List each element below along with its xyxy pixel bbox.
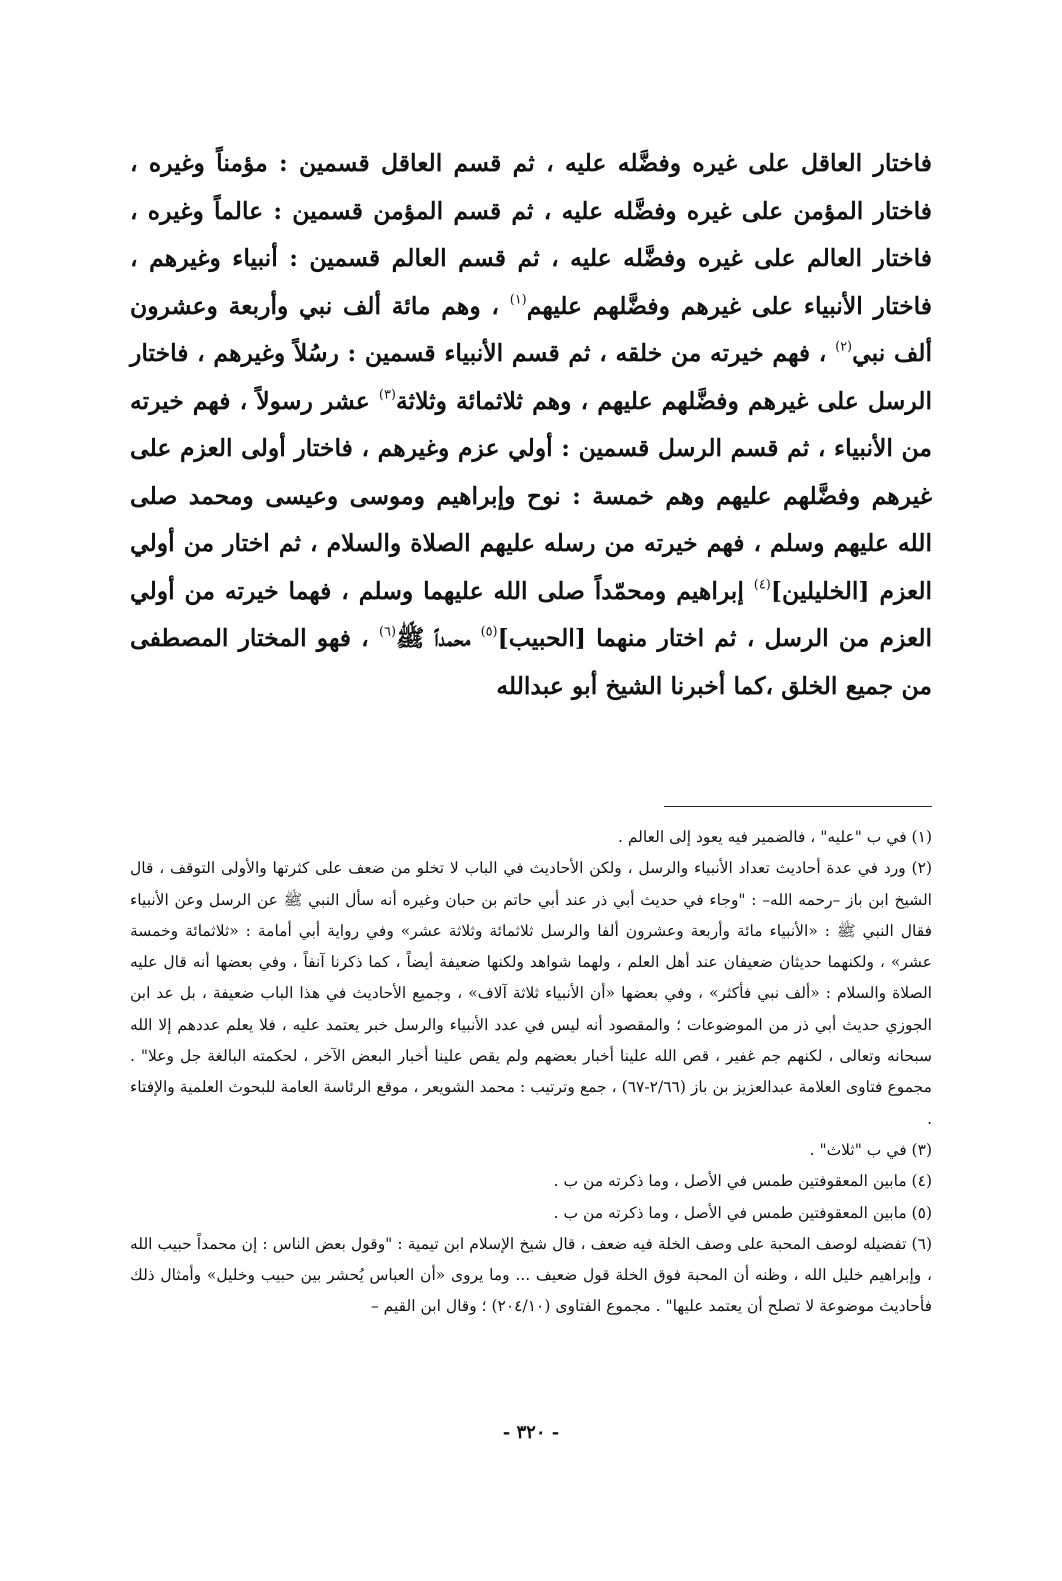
footnote-marker-4: (٤)	[753, 577, 771, 593]
footnote-6: (٦) تفضيله لوصف المحبة على وصف الخلة فيه ضعف ، قال شيخ الإسلام ابن تيمية : "وقول بعض الناس : إن محمداً حبيب الله ، وإبراهيم خليل الله ، وظنه أن المحبة فوق الخلة قول ضعيف ... وما يروى «أن العباس يُحشر بين حبيب وخليل» وأمثال ذلك فأحاديث موضوعة لا تصلح أن يعتمد عليها" . مجموع الفتاوى (٢٠٤/١٠) ؛ وقال ابن القيم –	[130, 1234, 932, 1316]
footnote-1: (١) في ب "عليه" ، فالضمير فيه يعود إلى العالم .	[618, 828, 932, 846]
main-text-segment: فاختار العاقل على غيره وفضَّله عليه ، ثم قسم العاقل قسمين : مؤمناً وغيره ، فاختار المؤمن على غيره وفضَّله عليه ، ثم قسم المؤمن قسمين : عالماً وغيره ، فاختار العالم على غيره وفضَّله عليه ، ثم قسم العالم قسمين : أنبياء وغيرهم ، فاختار الأنبياء على غيرهم وفضَّلهم عليهم	[130, 149, 933, 320]
main-text-segment: ، فهو المختار المصطفى من جميع الخلق ،كما أخبرنا الشيخ أبو عبدالله	[130, 624, 932, 700]
footnote-marker-3: (٣)	[378, 387, 396, 403]
footnotes	[130, 822, 932, 1323]
footnote-5: (٥) مابين المعقوفتين طمس في الأصل ، وما ذكرته من ب .	[553, 1203, 932, 1222]
footnote-marker-1: (١)	[509, 292, 527, 308]
book-page	[130, 140, 932, 1581]
main-text-segment: إبراهيم ومحمّداً صلى الله عليهما وسلم ، فهما خيرته من أولي العزم من الرسل ، ثم اختار منهما [الحبيب]	[130, 576, 933, 652]
footnote-4: (٤) مابين المعقوفتين طمس في الأصل ، وما ذكرته من ب .	[553, 1172, 932, 1191]
footnote-separator	[664, 806, 932, 807]
main-text-segment: ، وهم مائة ألف نبي وأربعة وعشرون ألف نبي	[130, 291, 932, 367]
footnote-2: (٢) ورد في عدة أحاديث تعداد الأنبياء والرسل ، ولكن الأحاديث في الباب لا تخلو من ضعف على كثرتها والأولى التوقف ، قال الشيخ ابن باز –رحمه الله– : "وجاء في حديث أبي ذر عند أبي حاتم بن حبان وغيره أنه سأل النبي ﷺ عن الرسل وعن الأنبياء فقال النبي ﷺ : «الأنبياء مائة وأربعة وعشرون ألفا والرسل ثلاثمائة وثلاثة عشر» وفي رواية أبي أمامة : «ثلاثمائة وخمسة عشر» ، ولكنهما حديثان ضعيفان عند أهل العلم ، ولهما شواهد ولكنها ضعيفة أيضاً ، كما ذكرنا آنفاً ، وفي بعضها أنه قال عليه الصلاة والسلام : «ألف نبي فأكثر» ، وفي بعضها «أن الأنبياء ثلاثة آلاف» ، وجميع الأحاديث في هذا الباب ضعيفة ، بل عد ابن الجوزي حديث أبي ذر من الموضوعات ؛ والمقصود أنه ليس في عدد الأنبياء والرسل خبر يعتمد عليه ، فلا يعلم عددهم إلا الله سبحانه وتعالى ، لكنهم جم غفير ، قص الله علينا أخبار بعضهم ولم يقص علينا أخبار البعض الآخر ، لحكمته البالغة جل وعلا" . مجموع فتاوى العلامة عبدالعزيز بن باز (٢/٦٦-٦٧) ، جمع وترتيب : محمد الشويعر ، موقع الرئاسة العامة للبحوث العلمية والإفتاء .	[130, 859, 932, 1128]
main-text	[130, 140, 932, 710]
footnote-marker-5: (٥)	[480, 624, 498, 640]
main-text-segment: محمداً ﷺ	[395, 624, 481, 652]
footnote-marker-2: (٢)	[835, 339, 853, 355]
main-text-segment: عشر رسولاً ، فهم خيرته من الأنبياء ، ثم قسم الرسل قسمين : أولي عزم وغيرهم ، فاختار أولى العزم على غيرهم وفضَّلهم عليهم وهم خمسة : نوح وإبراهيم وموسى وعيسى ومحمد صلى الله عليهم وسلم ، فهم خيرته من رسله عليهم الصلاة والسلام ، ثم اختار من أولي العزم [الخليلين]	[130, 386, 933, 605]
page-number: - ٣٢٠ -	[502, 1422, 560, 1443]
footnote-marker-6: (٦)	[378, 624, 396, 640]
main-text-segment: ، فهم خيرته من خلقه ، ثم قسم الأنبياء قسمين : رسُلاً وغيرهم ، فاختار الرسل على غيرهم وفضَّلهم عليهم ، وهم ثلاثمائة وثلاثة	[130, 339, 932, 415]
footnote-3: (٣) في ب "ثلاث" .	[809, 1140, 932, 1159]
